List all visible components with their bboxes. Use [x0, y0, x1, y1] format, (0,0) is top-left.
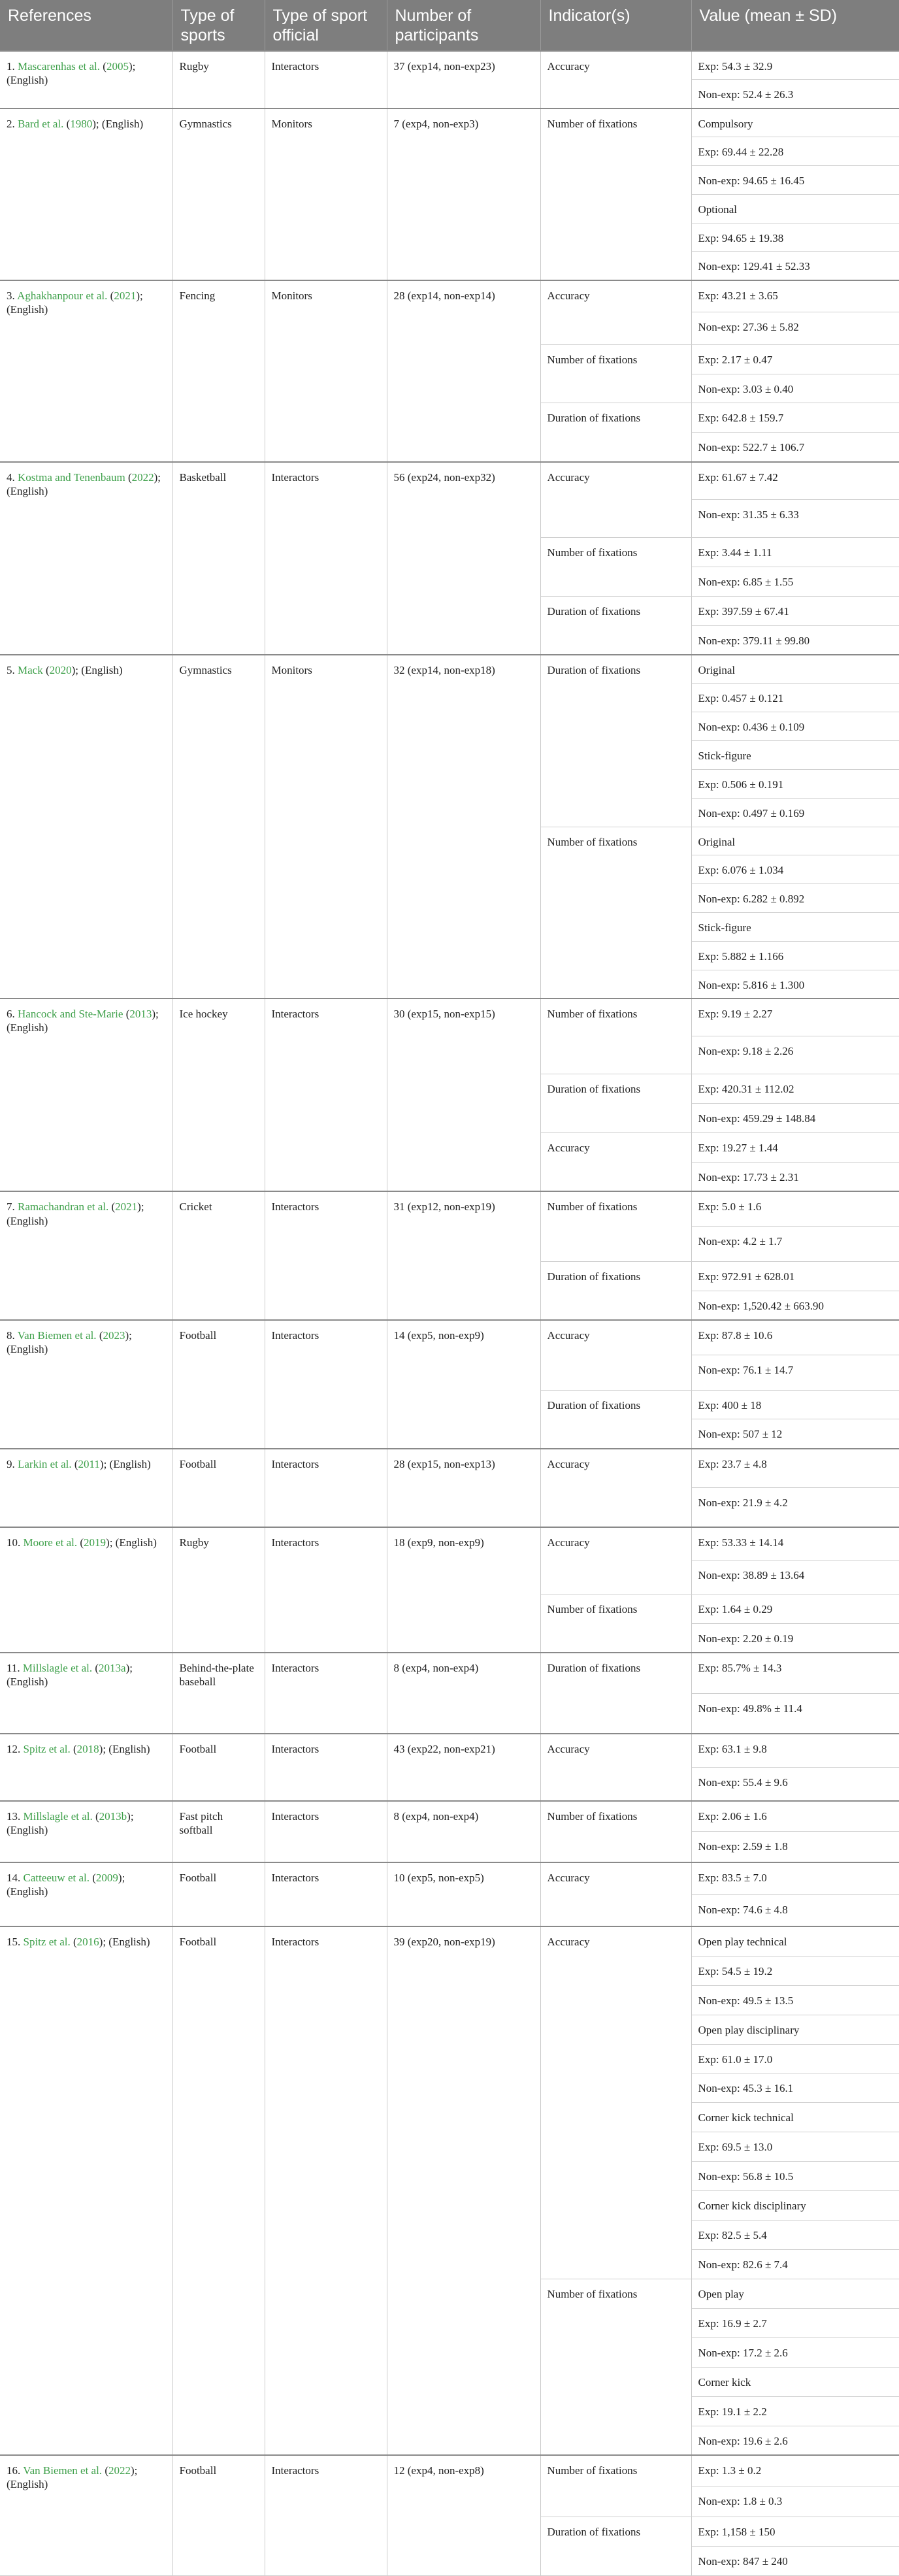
- table-row: [0, 1191, 899, 1226]
- reference-authors: Van Biemen et al.: [17, 1329, 97, 1342]
- reference-language: English: [105, 117, 140, 130]
- value-cell: Non-exp: 2.20 ± 0.19: [691, 1623, 899, 1653]
- reference-authors: Kostma and Tenenbaum: [18, 471, 125, 484]
- table-header-row: [0, 0, 899, 51]
- value-cell: Open play: [691, 2279, 899, 2308]
- table-row: [0, 1320, 899, 1355]
- value-cell: Non-exp: 129.41 ± 52.33: [691, 252, 899, 280]
- value-cell: Exp: 0.457 ± 0.121: [691, 684, 899, 712]
- value-cell: Exp: 16.9 ± 2.7: [691, 2308, 899, 2337]
- header-indicators: Indicator(s): [540, 0, 691, 51]
- reference-cell: 16. Van Biemen et al. (2022); (English): [0, 2455, 172, 2576]
- participants-cell: 8 (exp4, non-exp4): [387, 1801, 540, 1862]
- table-row: [0, 280, 899, 312]
- value-cell: Exp: 94.65 ± 19.38: [691, 223, 899, 252]
- value-cell: Exp: 5.882 ± 1.166: [691, 941, 899, 970]
- reference-language: English: [112, 1936, 146, 1949]
- value-cell: Exp: 53.33 ± 14.14: [691, 1527, 899, 1560]
- value-cell: Non-exp: 6.85 ± 1.55: [691, 567, 899, 596]
- indicator-cell: Duration of fixations: [540, 655, 691, 827]
- reference-year: 2013a: [99, 1662, 126, 1675]
- indicator-cell: Duration of fixations: [540, 596, 691, 655]
- value-cell: Non-exp: 17.73 ± 2.31: [691, 1162, 899, 1191]
- header-value: Value (mean ± SD): [691, 0, 899, 51]
- reference-year: 2013: [129, 1008, 152, 1021]
- value-cell: Non-exp: 9.18 ± 2.26: [691, 1036, 899, 1074]
- official-cell: Interactors: [265, 51, 387, 108]
- reference-year: 2019: [84, 1536, 106, 1549]
- reference-authors: Spitz et al.: [23, 1743, 71, 1756]
- sport-cell: Rugby: [172, 51, 265, 108]
- participants-cell: 39 (exp20, non-exp19): [387, 1926, 540, 2455]
- reference-language: English: [10, 1824, 44, 1837]
- reference-year: 2022: [131, 471, 154, 484]
- value-cell: Non-exp: 1.8 ± 0.3: [691, 2486, 899, 2517]
- value-cell: Non-exp: 21.9 ± 4.2: [691, 1488, 899, 1527]
- indicator-cell: Number of fixations: [540, 2279, 691, 2455]
- reference-cell: 2. Bard et al. (1980); (English): [0, 108, 172, 280]
- table-row: [0, 999, 899, 1036]
- reference-authors: Van Biemen et al.: [23, 2464, 103, 2477]
- official-cell: Interactors: [265, 1801, 387, 1862]
- sport-cell: Ice hockey: [172, 999, 265, 1191]
- value-cell: Non-exp: 19.6 ± 2.6: [691, 2426, 899, 2455]
- indicator-cell: Accuracy: [540, 280, 691, 344]
- participants-cell: 32 (exp14, non-exp18): [387, 655, 540, 999]
- indicator-cell: Number of fixations: [540, 1801, 691, 1862]
- participants-cell: 56 (exp24, non-exp32): [387, 462, 540, 655]
- indicator-cell: Accuracy: [540, 1926, 691, 2279]
- reference-number: 7.: [7, 1200, 18, 1214]
- participants-cell: 18 (exp9, non-exp9): [387, 1527, 540, 1653]
- reference-number: 16.: [7, 2464, 24, 2477]
- header-number-of-participants: Number of participants: [387, 0, 540, 51]
- reference-cell: 6. Hancock and Ste-Marie (2013); (English): [0, 999, 172, 1191]
- indicator-cell: Accuracy: [540, 51, 691, 108]
- value-cell: Exp: 1.64 ± 0.29: [691, 1594, 899, 1623]
- official-cell: Interactors: [265, 1527, 387, 1653]
- official-cell: Interactors: [265, 2455, 387, 2576]
- value-cell: Exp: 5.0 ± 1.6: [691, 1191, 899, 1226]
- sport-cell: Rugby: [172, 1527, 265, 1653]
- official-cell: Interactors: [265, 1734, 387, 1801]
- indicator-cell: Number of fixations: [540, 344, 691, 403]
- indicator-cell: Number of fixations: [540, 999, 691, 1074]
- value-cell: Exp: 82.5 ± 5.4: [691, 2221, 899, 2250]
- reference-language: English: [10, 74, 44, 87]
- table-row: [0, 108, 899, 137]
- indicator-cell: Duration of fixations: [540, 1074, 691, 1133]
- value-cell: Exp: 420.31 ± 112.02: [691, 1074, 899, 1104]
- official-cell: Monitors: [265, 655, 387, 999]
- table-row: [0, 1862, 899, 1894]
- value-cell: Original: [691, 655, 899, 684]
- participants-cell: 30 (exp15, non-exp15): [387, 999, 540, 1191]
- table-row: [0, 1734, 899, 1767]
- sport-cell: Gymnastics: [172, 655, 265, 999]
- value-cell: Exp: 1,158 ± 150: [691, 2517, 899, 2546]
- value-cell: Exp: 1.3 ± 0.2: [691, 2455, 899, 2486]
- indicator-cell: Duration of fixations: [540, 1390, 691, 1449]
- reference-cell: 12. Spitz et al. (2018); (English): [0, 1734, 172, 1801]
- value-cell: Non-exp: 4.2 ± 1.7: [691, 1227, 899, 1261]
- sport-cell: Football: [172, 2455, 265, 2576]
- value-cell: Corner kick: [691, 2367, 899, 2396]
- reference-language: English: [10, 1676, 44, 1689]
- sport-cell: Fast pitch softball: [172, 1801, 265, 1862]
- sport-cell: Football: [172, 1862, 265, 1926]
- value-cell: Exp: 400 ± 18: [691, 1390, 899, 1419]
- reference-cell: 3. Aghakhanpour et al. (2021); (English): [0, 280, 172, 462]
- sport-cell: Fencing: [172, 280, 265, 462]
- value-cell: Exp: 2.06 ± 1.6: [691, 1801, 899, 1832]
- sport-cell: Football: [172, 1449, 265, 1527]
- table-row: [0, 1801, 899, 1832]
- value-cell: Non-exp: 507 ± 12: [691, 1419, 899, 1449]
- value-cell: Exp: 69.5 ± 13.0: [691, 2132, 899, 2162]
- value-cell: Stick-figure: [691, 741, 899, 770]
- official-cell: Interactors: [265, 1653, 387, 1734]
- value-cell: Open play technical: [691, 1926, 899, 1956]
- official-cell: Interactors: [265, 1449, 387, 1527]
- value-cell: Non-exp: 0.497 ± 0.169: [691, 798, 899, 827]
- reference-number: 10.: [7, 1536, 24, 1549]
- value-cell: Non-exp: 49.8% ± 11.4: [691, 1693, 899, 1734]
- value-cell: Non-exp: 17.2 ± 2.6: [691, 2337, 899, 2367]
- value-cell: Exp: 87.8 ± 10.6: [691, 1320, 899, 1355]
- participants-cell: 14 (exp5, non-exp9): [387, 1320, 540, 1449]
- participants-cell: 31 (exp12, non-exp19): [387, 1191, 540, 1320]
- value-cell: Original: [691, 827, 899, 855]
- reference-language: English: [10, 2478, 44, 2491]
- reference-cell: 14. Catteeuw et al. (2009); (English): [0, 1862, 172, 1926]
- value-cell: Non-exp: 3.03 ± 0.40: [691, 374, 899, 403]
- indicator-cell: Accuracy: [540, 1862, 691, 1926]
- value-cell: Non-exp: 522.7 ± 106.7: [691, 433, 899, 462]
- participants-cell: 28 (exp14, non-exp14): [387, 280, 540, 462]
- indicator-cell: Number of fixations: [540, 537, 691, 596]
- value-cell: Optional: [691, 194, 899, 223]
- value-cell: Exp: 19.1 ± 2.2: [691, 2396, 899, 2426]
- sport-cell: Football: [172, 1734, 265, 1801]
- indicator-cell: Accuracy: [540, 1449, 691, 1527]
- reference-authors: Millslagle et al.: [22, 1662, 93, 1675]
- reference-number: 13.: [7, 1809, 24, 1823]
- indicator-cell: Number of fixations: [540, 1191, 691, 1261]
- value-cell: Exp: 19.27 ± 1.44: [691, 1132, 899, 1162]
- table-body: [0, 51, 899, 2576]
- value-cell: Exp: 43.21 ± 3.65: [691, 280, 899, 312]
- indicator-cell: Accuracy: [540, 462, 691, 538]
- indicator-cell: Number of fixations: [540, 1594, 691, 1653]
- value-cell: Non-exp: 74.6 ± 4.8: [691, 1894, 899, 1926]
- value-cell: Exp: 23.7 ± 4.8: [691, 1449, 899, 1488]
- value-cell: Non-exp: 27.36 ± 5.82: [691, 312, 899, 344]
- reference-number: 2.: [7, 117, 18, 130]
- table-row: [0, 1449, 899, 1488]
- value-cell: Exp: 9.19 ± 2.27: [691, 999, 899, 1036]
- value-cell: Non-exp: 38.89 ± 13.64: [691, 1560, 899, 1594]
- reference-language: English: [10, 1021, 44, 1034]
- official-cell: Interactors: [265, 1320, 387, 1449]
- table-row: [0, 1653, 899, 1693]
- reference-year: 1980: [70, 117, 93, 130]
- reference-year: 2021: [115, 1200, 138, 1214]
- reference-number: 9.: [7, 1457, 18, 1470]
- value-cell: Exp: 85.7% ± 14.3: [691, 1653, 899, 1693]
- sport-cell: Gymnastics: [172, 108, 265, 280]
- indicator-cell: Duration of fixations: [540, 1261, 691, 1320]
- reference-number: 15.: [7, 1936, 24, 1949]
- reference-year: 2005: [106, 60, 129, 73]
- reference-number: 8.: [7, 1329, 18, 1342]
- reference-language: English: [10, 1343, 44, 1356]
- table-row: [0, 1926, 899, 1956]
- reference-year: 2009: [95, 1872, 118, 1884]
- value-cell: Exp: 2.17 ± 0.47: [691, 344, 899, 374]
- reference-year: 2013b: [99, 1809, 127, 1823]
- value-cell: Non-exp: 94.65 ± 16.45: [691, 165, 899, 194]
- value-cell: Exp: 397.59 ± 67.41: [691, 596, 899, 625]
- reference-number: 6.: [7, 1008, 18, 1021]
- reference-cell: 13. Millslagle et al. (2013b); (English): [0, 1801, 172, 1862]
- value-cell: Exp: 972.91 ± 628.01: [691, 1261, 899, 1291]
- value-cell: Non-exp: 1,520.42 ± 663.90: [691, 1291, 899, 1320]
- reference-number: 1.: [7, 60, 18, 73]
- indicator-cell: Duration of fixations: [540, 403, 691, 462]
- indicator-cell: Accuracy: [540, 1527, 691, 1594]
- reference-authors: Bard et al.: [18, 117, 64, 130]
- reference-number: 4.: [7, 471, 18, 484]
- reference-language: English: [113, 1457, 148, 1470]
- table-row: [0, 51, 899, 80]
- value-cell: Non-exp: 45.3 ± 16.1: [691, 2073, 899, 2103]
- value-cell: Non-exp: 2.59 ± 1.8: [691, 1832, 899, 1862]
- reference-cell: 5. Mack (2020); (English): [0, 655, 172, 999]
- indicator-cell: Number of fixations: [540, 2455, 691, 2517]
- reference-language: English: [112, 1743, 146, 1756]
- reference-language: English: [10, 485, 44, 498]
- reference-authors: Larkin et al.: [18, 1457, 72, 1470]
- value-cell: Non-exp: 76.1 ± 14.7: [691, 1355, 899, 1390]
- header-type-of-sports: Type of sports: [172, 0, 265, 51]
- value-cell: Exp: 61.67 ± 7.42: [691, 462, 899, 500]
- reference-language: English: [10, 1214, 44, 1227]
- value-cell: Non-exp: 55.4 ± 9.6: [691, 1768, 899, 1801]
- reference-language: English: [119, 1536, 154, 1549]
- value-cell: Exp: 54.5 ± 19.2: [691, 1956, 899, 1985]
- sport-cell: Behind-the-plate baseball: [172, 1653, 265, 1734]
- value-cell: Non-exp: 6.282 ± 0.892: [691, 884, 899, 913]
- reference-authors: Aghakhanpour et al.: [17, 289, 108, 302]
- reference-cell: 9. Larkin et al. (2011); (English): [0, 1449, 172, 1527]
- reference-cell: 7. Ramachandran et al. (2021); (English): [0, 1191, 172, 1320]
- reference-authors: Ramachandran et al.: [18, 1200, 109, 1214]
- value-cell: Corner kick disciplinary: [691, 2191, 899, 2221]
- value-cell: Exp: 6.076 ± 1.034: [691, 855, 899, 884]
- indicator-cell: Number of fixations: [540, 108, 691, 280]
- value-cell: Stick-figure: [691, 913, 899, 942]
- reference-number: 12.: [7, 1743, 24, 1756]
- reference-year: 2020: [49, 664, 72, 676]
- value-cell: Exp: 54.3 ± 32.9: [691, 51, 899, 80]
- reference-cell: 4. Kostma and Tenenbaum (2022); (English): [0, 462, 172, 655]
- indicator-cell: Accuracy: [540, 1320, 691, 1390]
- participants-cell: 12 (exp4, non-exp8): [387, 2455, 540, 2576]
- reference-number: 14.: [7, 1872, 24, 1884]
- official-cell: Interactors: [265, 1191, 387, 1320]
- official-cell: Interactors: [265, 462, 387, 655]
- value-cell: Corner kick technical: [691, 2103, 899, 2132]
- indicator-cell: Duration of fixations: [540, 1653, 691, 1734]
- reference-year: 2018: [76, 1743, 99, 1756]
- reference-language: English: [84, 664, 119, 676]
- participants-cell: 8 (exp4, non-exp4): [387, 1653, 540, 1734]
- value-cell: Exp: 61.0 ± 17.0: [691, 2044, 899, 2073]
- reference-cell: 15. Spitz et al. (2016); (English): [0, 1926, 172, 2455]
- header-type-of-sport-official: Type of sport official: [265, 0, 387, 51]
- reference-cell: 8. Van Biemen et al. (2023); (English): [0, 1320, 172, 1449]
- value-cell: Compulsory: [691, 108, 899, 137]
- official-cell: Monitors: [265, 280, 387, 462]
- reference-authors: Millslagle et al.: [23, 1809, 93, 1823]
- reference-year: 2023: [103, 1329, 125, 1342]
- value-cell: Non-exp: 82.6 ± 7.4: [691, 2250, 899, 2279]
- value-cell: Non-exp: 52.4 ± 26.3: [691, 80, 899, 108]
- participants-cell: 10 (exp5, non-exp5): [387, 1862, 540, 1926]
- value-cell: Non-exp: 56.8 ± 10.5: [691, 2162, 899, 2191]
- official-cell: Monitors: [265, 108, 387, 280]
- value-cell: Non-exp: 5.816 ± 1.300: [691, 970, 899, 999]
- value-cell: Exp: 3.44 ± 1.11: [691, 537, 899, 567]
- participants-cell: 37 (exp14, non-exp23): [387, 51, 540, 108]
- value-cell: Non-exp: 379.11 ± 99.80: [691, 625, 899, 655]
- table-row: [0, 655, 899, 684]
- reference-year: 2011: [78, 1457, 100, 1470]
- reference-year: 2021: [114, 289, 137, 302]
- reference-cell: 10. Moore et al. (2019); (English): [0, 1527, 172, 1653]
- value-cell: Exp: 83.5 ± 7.0: [691, 1862, 899, 1894]
- reference-year: 2022: [108, 2464, 131, 2477]
- value-cell: Non-exp: 0.436 ± 0.109: [691, 712, 899, 741]
- table-row: [0, 462, 899, 500]
- value-cell: Exp: 69.44 ± 22.28: [691, 137, 899, 166]
- value-cell: Open play disciplinary: [691, 2015, 899, 2044]
- participants-cell: 7 (exp4, non-exp3): [387, 108, 540, 280]
- indicator-cell: Accuracy: [540, 1734, 691, 1801]
- value-cell: Non-exp: 459.29 ± 148.84: [691, 1104, 899, 1133]
- table-row: [0, 2455, 899, 2486]
- participants-cell: 28 (exp15, non-exp13): [387, 1449, 540, 1527]
- value-cell: Non-exp: 847 ± 240: [691, 2546, 899, 2575]
- reference-cell: 11. Millslagle et al. (2013a); (English): [0, 1653, 172, 1734]
- reference-language: English: [10, 1885, 44, 1898]
- reference-authors: Spitz et al.: [23, 1936, 71, 1949]
- value-cell: Exp: 0.506 ± 0.191: [691, 769, 899, 798]
- reference-authors: Mascarenhas et al.: [18, 60, 101, 73]
- official-cell: Interactors: [265, 999, 387, 1191]
- reference-cell: 1. Mascarenhas et al. (2005); (English): [0, 51, 172, 108]
- participants-cell: 43 (exp22, non-exp21): [387, 1734, 540, 1801]
- reference-authors: Catteeuw et al.: [23, 1872, 90, 1884]
- reference-authors: Mack: [18, 664, 43, 676]
- indicator-cell: Accuracy: [540, 1132, 691, 1191]
- reference-authors: Hancock and Ste-Marie: [18, 1008, 123, 1021]
- indicator-cell: Number of fixations: [540, 827, 691, 999]
- reference-number: 11.: [7, 1662, 23, 1675]
- reference-authors: Moore et al.: [23, 1536, 78, 1549]
- reference-number: 5.: [7, 664, 18, 676]
- value-cell: Non-exp: 49.5 ± 13.5: [691, 1985, 899, 2015]
- sport-cell: Cricket: [172, 1191, 265, 1320]
- official-cell: Interactors: [265, 1862, 387, 1926]
- value-cell: Exp: 63.1 ± 9.8: [691, 1734, 899, 1767]
- header-references: References: [0, 0, 172, 51]
- sport-cell: Basketball: [172, 462, 265, 655]
- value-cell: Exp: 642.8 ± 159.7: [691, 403, 899, 433]
- value-cell: Non-exp: 31.35 ± 6.33: [691, 500, 899, 538]
- sport-cell: Football: [172, 1320, 265, 1449]
- table-row: [0, 1527, 899, 1560]
- indicator-cell: Duration of fixations: [540, 2517, 691, 2575]
- sport-cell: Football: [172, 1926, 265, 2455]
- reference-language: English: [10, 303, 44, 316]
- reference-number: 3.: [7, 289, 18, 302]
- official-cell: Interactors: [265, 1926, 387, 2455]
- reference-year: 2016: [76, 1936, 99, 1949]
